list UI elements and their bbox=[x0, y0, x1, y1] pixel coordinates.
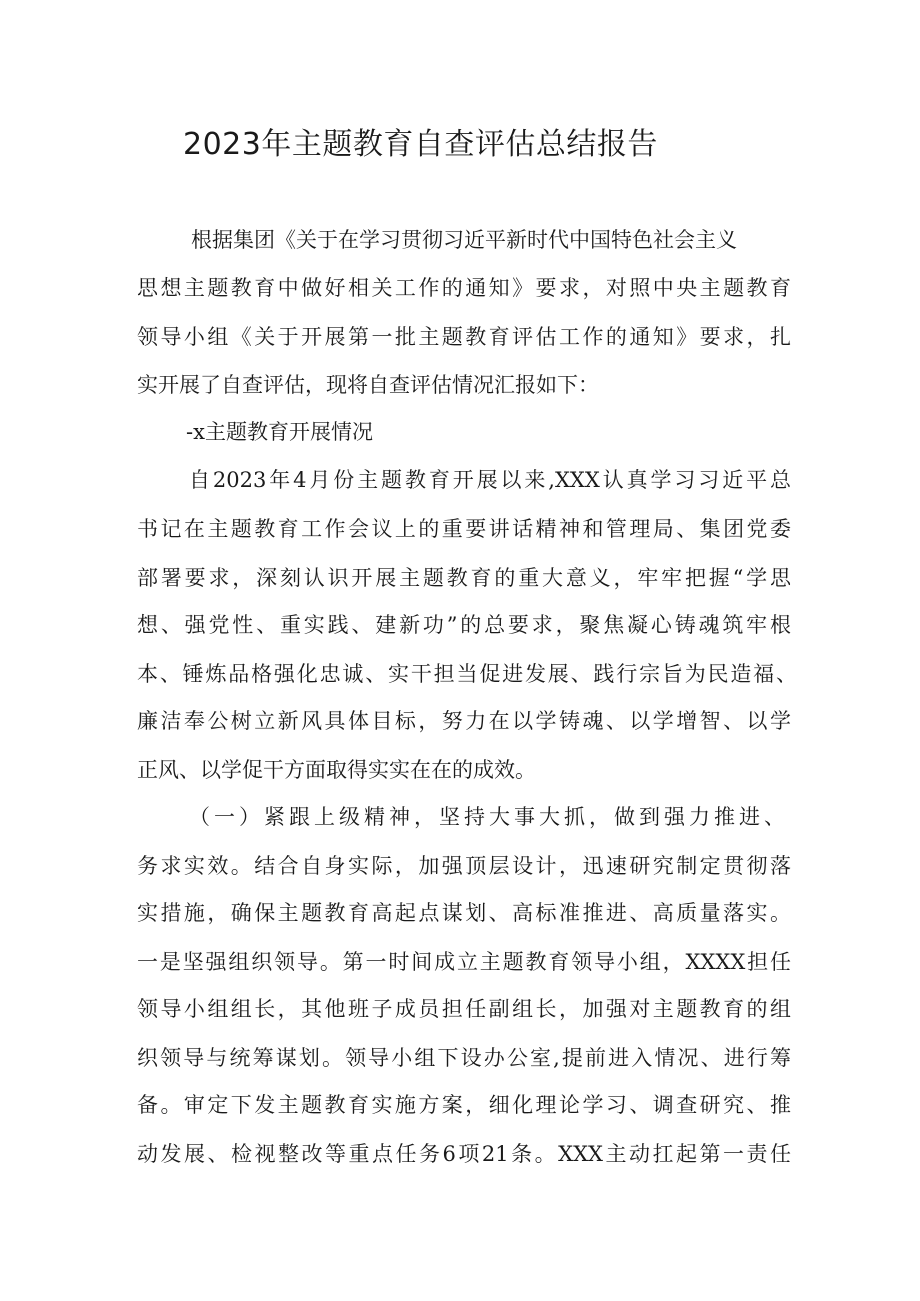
paragraph-line: 本、锤炼品格强化忠诚、实干担当促进发展、践行宗旨为民造福、 bbox=[137, 662, 797, 686]
paragraph-line: 实措施，确保主题教育高起点谋划、高标准推进、高质量落实。 bbox=[137, 901, 791, 925]
paragraph-line: 一是坚强组织领导。第一时间成立主题教育领导小组，XXXX担任 bbox=[137, 950, 791, 974]
section-heading: （一）紧跟上级精神，坚持大事大抓，做到强力推进、 bbox=[189, 805, 785, 829]
paragraph-line: 想、强党性、重实践、建新功”的总要求，聚焦凝心铸魂筑牢根 bbox=[137, 613, 791, 637]
paragraph-line: 领导小组《关于开展第一批主题教育评估工作的通知》要求，扎 bbox=[137, 325, 791, 349]
paragraph-line: 实开展了自查评估，现将自查评估情况汇报如下： bbox=[137, 373, 599, 397]
paragraph-line: 动发展、检视整改等重点任务6项21条。XXX主动扛起第一责任 bbox=[137, 1142, 791, 1166]
paragraph-line: 自2023年4月份主题教育开展以来,XXX认真学习习近平总 bbox=[189, 468, 791, 492]
paragraph-line: 领导小组组长，其他班子成员担任副组长，加强对主题教育的组 bbox=[137, 997, 791, 1021]
paragraph-line: 书记在主题教育工作会议上的重要讲话精神和管理局、集团党委 bbox=[137, 517, 791, 541]
paragraph-line: 织领导与统筹谋划。领导小组下设办公室,提前进入情况、进行筹 bbox=[137, 1046, 791, 1070]
document-title: 2023年主题教育自查评估总结报告 bbox=[183, 127, 658, 162]
paragraph-line: 思想主题教育中做好相关工作的通知》要求，对照中央主题教育 bbox=[137, 276, 791, 300]
paragraph-line: 备。审定下发主题教育实施方案，细化理论学习、调查研究、推 bbox=[137, 1093, 791, 1117]
section-heading: -x主题教育开展情况 bbox=[186, 420, 373, 444]
paragraph-line: 根据集团《关于在学习贯彻习近平新时代中国特色社会主义 bbox=[191, 228, 737, 252]
paragraph-line: 正风、以学促干方面取得实实在在的成效。 bbox=[137, 758, 536, 782]
paragraph-line: 务求实效。结合自身实际，加强顶层设计，迅速研究制定贯彻落 bbox=[137, 854, 791, 878]
paragraph-line: 廉洁奉公树立新风具体目标，努力在以学铸魂、以学增智、以学 bbox=[137, 709, 791, 733]
paragraph-line: 部署要求，深刻认识开展主题教育的重大意义，牢牢把握“学思 bbox=[137, 566, 791, 590]
